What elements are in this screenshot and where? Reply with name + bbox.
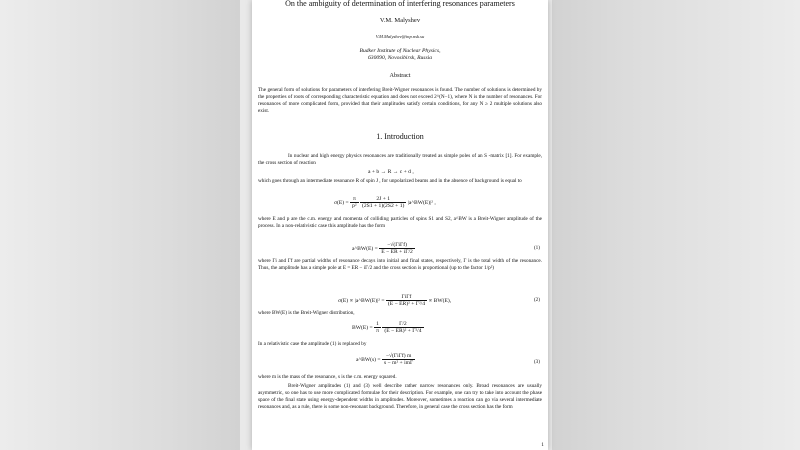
frac-den: s − m² + imΓ: [383, 360, 414, 367]
eq2-lhs: σ(E) ∝ |a^BW(E)|² =: [338, 297, 385, 304]
equation-number-2: (2): [533, 297, 540, 303]
section-heading: 1. Introduction: [376, 132, 424, 141]
paragraph-bw: where BW(E) is the Breit-Wigner distribution,: [258, 310, 355, 316]
equation-number-1: (1): [533, 245, 540, 251]
equation-1: [352, 242, 415, 255]
eq1-fraction: [379, 242, 415, 255]
equation-cross-section: [334, 196, 436, 209]
paragraph-intro: In nuclear and high energy physics resonances are traditionally treated as simple poles of an S -matrix [1]. For example, the cross section of reaction: [258, 153, 542, 166]
page-number: 1: [541, 442, 544, 448]
frac-den: E − ER + iΓ/2: [381, 249, 413, 256]
sigma-lhs: σ(E) =: [334, 199, 349, 206]
institute-line-1: Budker Institute of Nuclear Physics,: [359, 48, 441, 54]
paragraph-definitions: where E and p are the c.m. energy and momenta of colliding particles of spins S1 and S2, a^BW is a Breit-Wigner amplitude of the process. In a non-relativistic case this amplitude has the form: [258, 216, 542, 229]
equation-number-3: (3): [533, 359, 540, 365]
equation-3: [356, 353, 415, 366]
frac-den: (2S1 + 1)(2S2 + 1): [362, 203, 405, 210]
eq3-lhs: a^BW(s) =: [356, 356, 381, 363]
equation-reaction: a + b → R → c + d ,: [368, 169, 414, 175]
viewer-background-right: [552, 0, 800, 450]
paragraph-mass: where m is the mass of the resonance, s is the c.m. energy squared.: [258, 374, 397, 380]
frac-den: p²: [352, 203, 357, 210]
paragraph-relativistic: In a relativistic case the amplitude (1) is replaced by: [258, 341, 367, 347]
bw-fraction: [382, 321, 423, 334]
frac-num: −√(ΓiΓf): [379, 242, 415, 249]
frac-den: (E − ER)² + Γ²/4: [384, 328, 422, 335]
abstract-text: The general form of solutions for parameters of interfering Breit-Wigner resonances is found. The number of solutions is determined by the properties of roots of corresponding characteristic equation and does not exceed 2^(N−1), where N is the number of resonances. For resonances of more complicated form, provided that their amplitudes satisfy certain conditions, for any N ≥ 2 multiple solutions also exist.: [258, 87, 542, 114]
eq3-fraction: [382, 353, 415, 366]
frac-num: 2J + 1: [360, 196, 406, 203]
paragraph-resonance: which goes through an intermediate resonance R of spin J , for unpolarized beams and in the absence of background is equal to: [258, 178, 522, 184]
frac-num: −√(ΓiΓf) m: [382, 353, 415, 360]
bw-lhs: BW(E) =: [352, 324, 373, 331]
institute-line-2: 630090, Novosibirsk, Russia: [367, 55, 433, 62]
eq2-fraction: [386, 294, 427, 307]
institute: [252, 48, 548, 62]
eq1-lhs: a^BW(E) =: [352, 245, 378, 252]
spin-factor: [360, 196, 406, 209]
frac-den: (E − ER)² + Γ²/4: [387, 301, 426, 308]
one-over-pi: [374, 321, 381, 334]
document-page: [252, 0, 548, 450]
paragraph-broad-resonances: Breit-Wigner amplitudes (1) and (3) well describe rather narrow resonances only. Broad resonances are usually asymmetric, so one has to use more complicated formulae for their description. For example, one can try to take into account the phase space of the final state using energy-dependent widths in amplitudes. Moreover, sometimes a reaction can go via several intermediate resonances and, as a rule, there is some non-resonant background. Therefore, in general case the cross section has the form: [258, 383, 542, 410]
eq2-tail: ∝ BW(E),: [428, 297, 452, 304]
equation-bw: [352, 321, 424, 334]
abstract-heading: Abstract: [389, 72, 411, 79]
pi-over-p2: [350, 196, 358, 209]
frac-den: π: [376, 328, 379, 335]
frac-num: π: [350, 196, 358, 203]
equation-2: [338, 294, 451, 307]
author-email[interactable]: V.M.Malyshev@inp.nsk.su: [375, 34, 425, 39]
author-name: V.M. Malyshev: [379, 17, 421, 24]
sigma-tail: |a^BW(E)|² ,: [407, 199, 436, 206]
frac-num: 1: [374, 321, 381, 328]
paper-title: On the ambiguity of determination of interfering resonances parameters: [285, 0, 515, 8]
viewer-background-left: [0, 0, 240, 450]
frac-num: Γ/2: [382, 321, 423, 328]
paragraph-widths: where Γi and Γf are partial widths of resonance decays into initial and final states, respectively, Γ is the total width of the resonance. Thus, the amplitude has a simple pole at E = ER − iΓ/2 and the cross section is proportional (up to the factor 1/p²): [258, 258, 542, 271]
frac-num: ΓiΓf: [386, 294, 427, 301]
